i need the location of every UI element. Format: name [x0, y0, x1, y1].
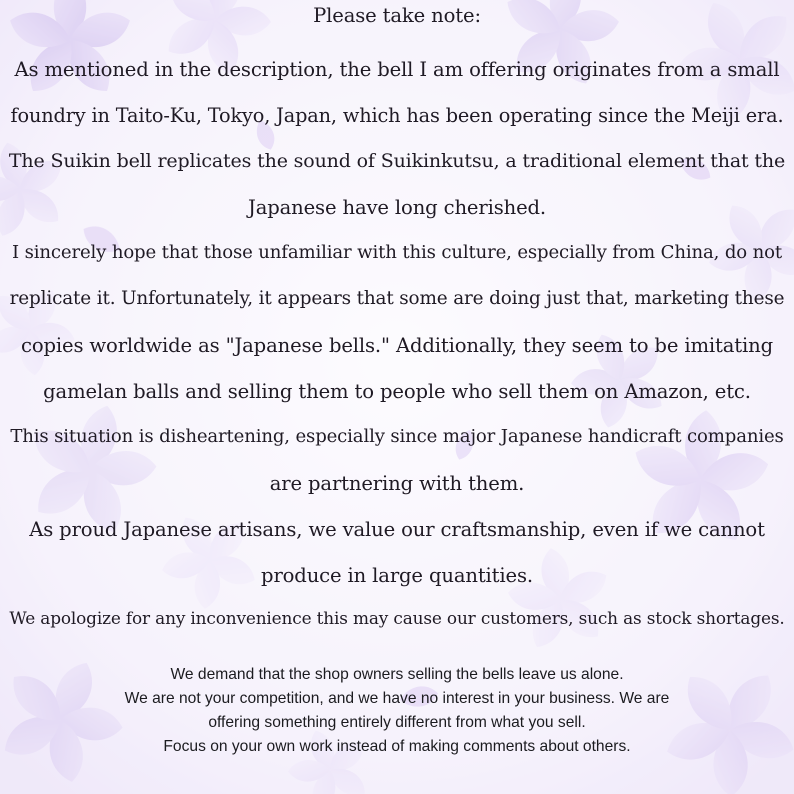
notice-heading: Please take note:: [313, 4, 481, 27]
notice-line: Japanese have long cherished.: [247, 196, 546, 219]
notice-line: produce in large quantities.: [261, 564, 533, 587]
notice-line: As mentioned in the description, the bell I am offering originates from a small: [14, 58, 780, 81]
footer-line: offering something entirely different from what you sell.: [208, 714, 586, 731]
notice-line: copies worldwide as "Japanese bells." Additionally, they seem to be imitating: [21, 334, 773, 357]
footer-line: We are not your competition, and we have no interest in your business. We are: [124, 690, 670, 707]
footer-line: Focus on your own work instead of making comments about others.: [163, 738, 631, 755]
notice-line: As proud Japanese artisans, we value our craftsmanship, even if we cannot: [29, 518, 765, 541]
footer-line: We demand that the shop owners selling the bells leave us alone.: [170, 666, 624, 683]
notice-line: foundry in Taito-Ku, Tokyo, Japan, which has been operating since the Meiji era.: [10, 104, 784, 127]
notice-line: replicate it. Unfortunately, it appears that some are doing just that, marketing these: [9, 288, 785, 309]
notice-line: This situation is disheartening, especially since major Japanese handicraft companies: [10, 426, 784, 447]
notice-line: The Suikin bell replicates the sound of Suikinkutsu, a traditional element that the: [8, 150, 786, 172]
notice-line: We apologize for any inconvenience this may cause our customers, such as stock shortages.: [9, 608, 785, 628]
notice-line: I sincerely hope that those unfamiliar with this culture, especially from China, do not: [12, 242, 782, 263]
notice-line: gamelan balls and selling them to people who sell them on Amazon, etc.: [43, 380, 751, 403]
notice-line: are partnering with them.: [269, 472, 525, 495]
